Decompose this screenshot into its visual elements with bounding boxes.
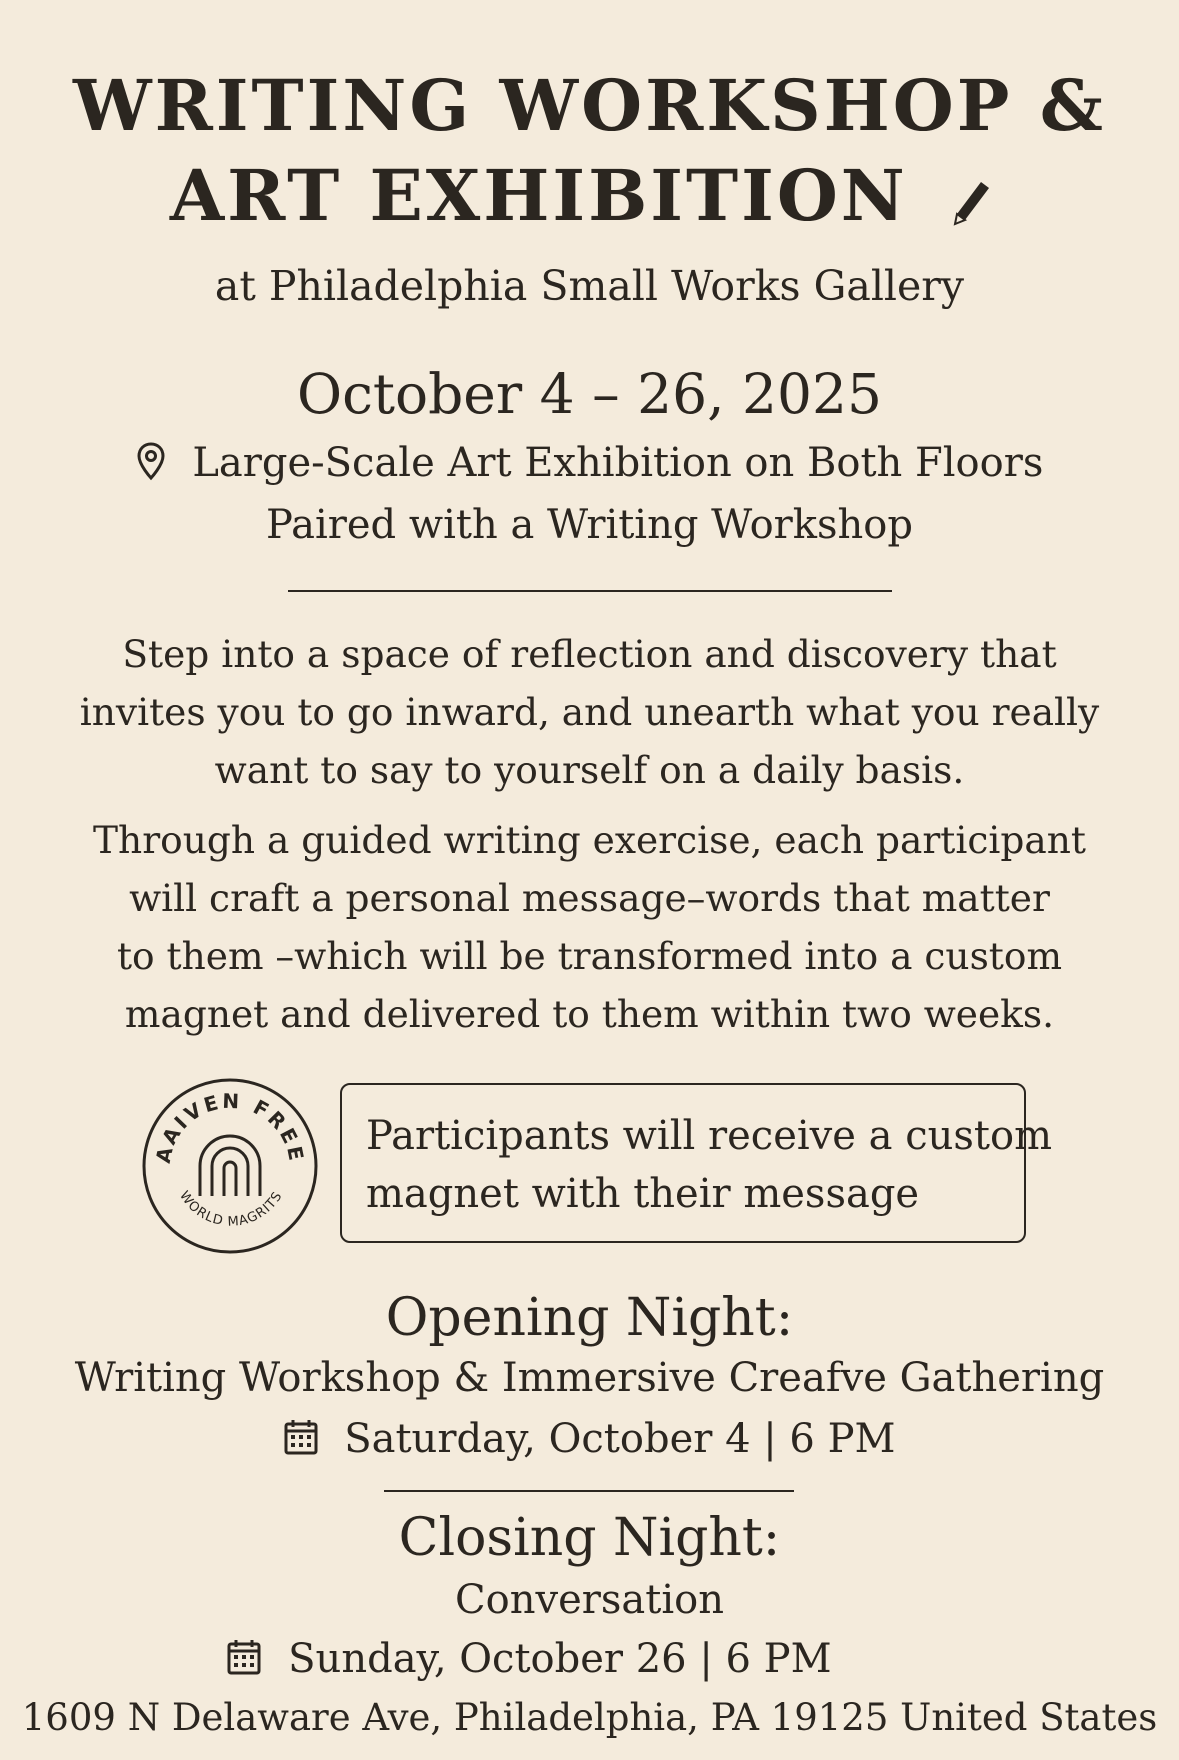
intro-line-2: invites you to go inward, and unearth what you really bbox=[79, 690, 1100, 734]
exhibition-dates: October 4 – 26, 2025 bbox=[296, 362, 883, 426]
location-line-2: Paired with a Writing Workshop bbox=[265, 502, 913, 548]
title-line-2: ART EXHIBITION bbox=[169, 154, 908, 237]
divider-2 bbox=[384, 1490, 794, 1492]
title-line-2-row bbox=[0, 152, 1179, 246]
pencil-icon bbox=[947, 158, 995, 246]
note-line-1: Participants will receive a custom bbox=[366, 1113, 1052, 1159]
closing-datetime: Sunday, October 26 | 6 PM bbox=[288, 1636, 832, 1682]
location-row bbox=[0, 440, 1179, 491]
subtitle: at Philadelphia Small Works Gallery bbox=[214, 262, 965, 310]
note-line-2: magnet with their message bbox=[366, 1171, 920, 1217]
calendar-icon bbox=[284, 1419, 318, 1465]
closing-heading: Closing Night: bbox=[398, 1508, 781, 1568]
description-line-2: will craft a personal message–words that matter bbox=[129, 876, 1050, 920]
world-magrits-badge bbox=[140, 1076, 320, 1256]
divider bbox=[288, 590, 892, 592]
opening-datetime-row bbox=[0, 1416, 1179, 1465]
svg-text:WORLD MAGRITS bbox=[176, 1189, 286, 1230]
opening-datetime: Saturday, October 4 | 6 PM bbox=[344, 1416, 896, 1462]
calendar-icon bbox=[227, 1639, 261, 1685]
intro-line-3: want to say to yourself on a daily basis. bbox=[214, 748, 965, 792]
description-line-3: to them –which will be transformed into a custom bbox=[116, 934, 1063, 978]
location-pin-icon bbox=[136, 441, 166, 491]
closing-datetime-row bbox=[0, 1636, 1119, 1685]
opening-event: Writing Workshop & Immersive Creafve Gathering bbox=[74, 1355, 1105, 1401]
description-line-4: magnet and delivered to them within two weeks. bbox=[124, 992, 1055, 1036]
badge-bottom-text: WORLD MAGRITS bbox=[176, 1188, 286, 1230]
intro-line-1: Step into a space of reflection and discovery that bbox=[122, 632, 1057, 676]
badge-top-text: AAIVEN FREE bbox=[150, 1088, 310, 1166]
arch-icon bbox=[200, 1136, 260, 1196]
opening-heading: Opening Night: bbox=[385, 1288, 794, 1348]
title-line-1: WRITING WORKSHOP & bbox=[73, 64, 1106, 147]
location-line-1: Large-Scale Art Exhibition on Both Floors bbox=[192, 440, 1044, 486]
description-line-1: Through a guided writing exercise, each participant bbox=[93, 818, 1086, 862]
magnet-note-box bbox=[340, 1083, 1052, 1243]
closing-event: Conversation bbox=[455, 1577, 724, 1623]
address: 1609 N Delaware Ave, Philadelphia, PA 19125 United States bbox=[21, 1696, 1158, 1739]
